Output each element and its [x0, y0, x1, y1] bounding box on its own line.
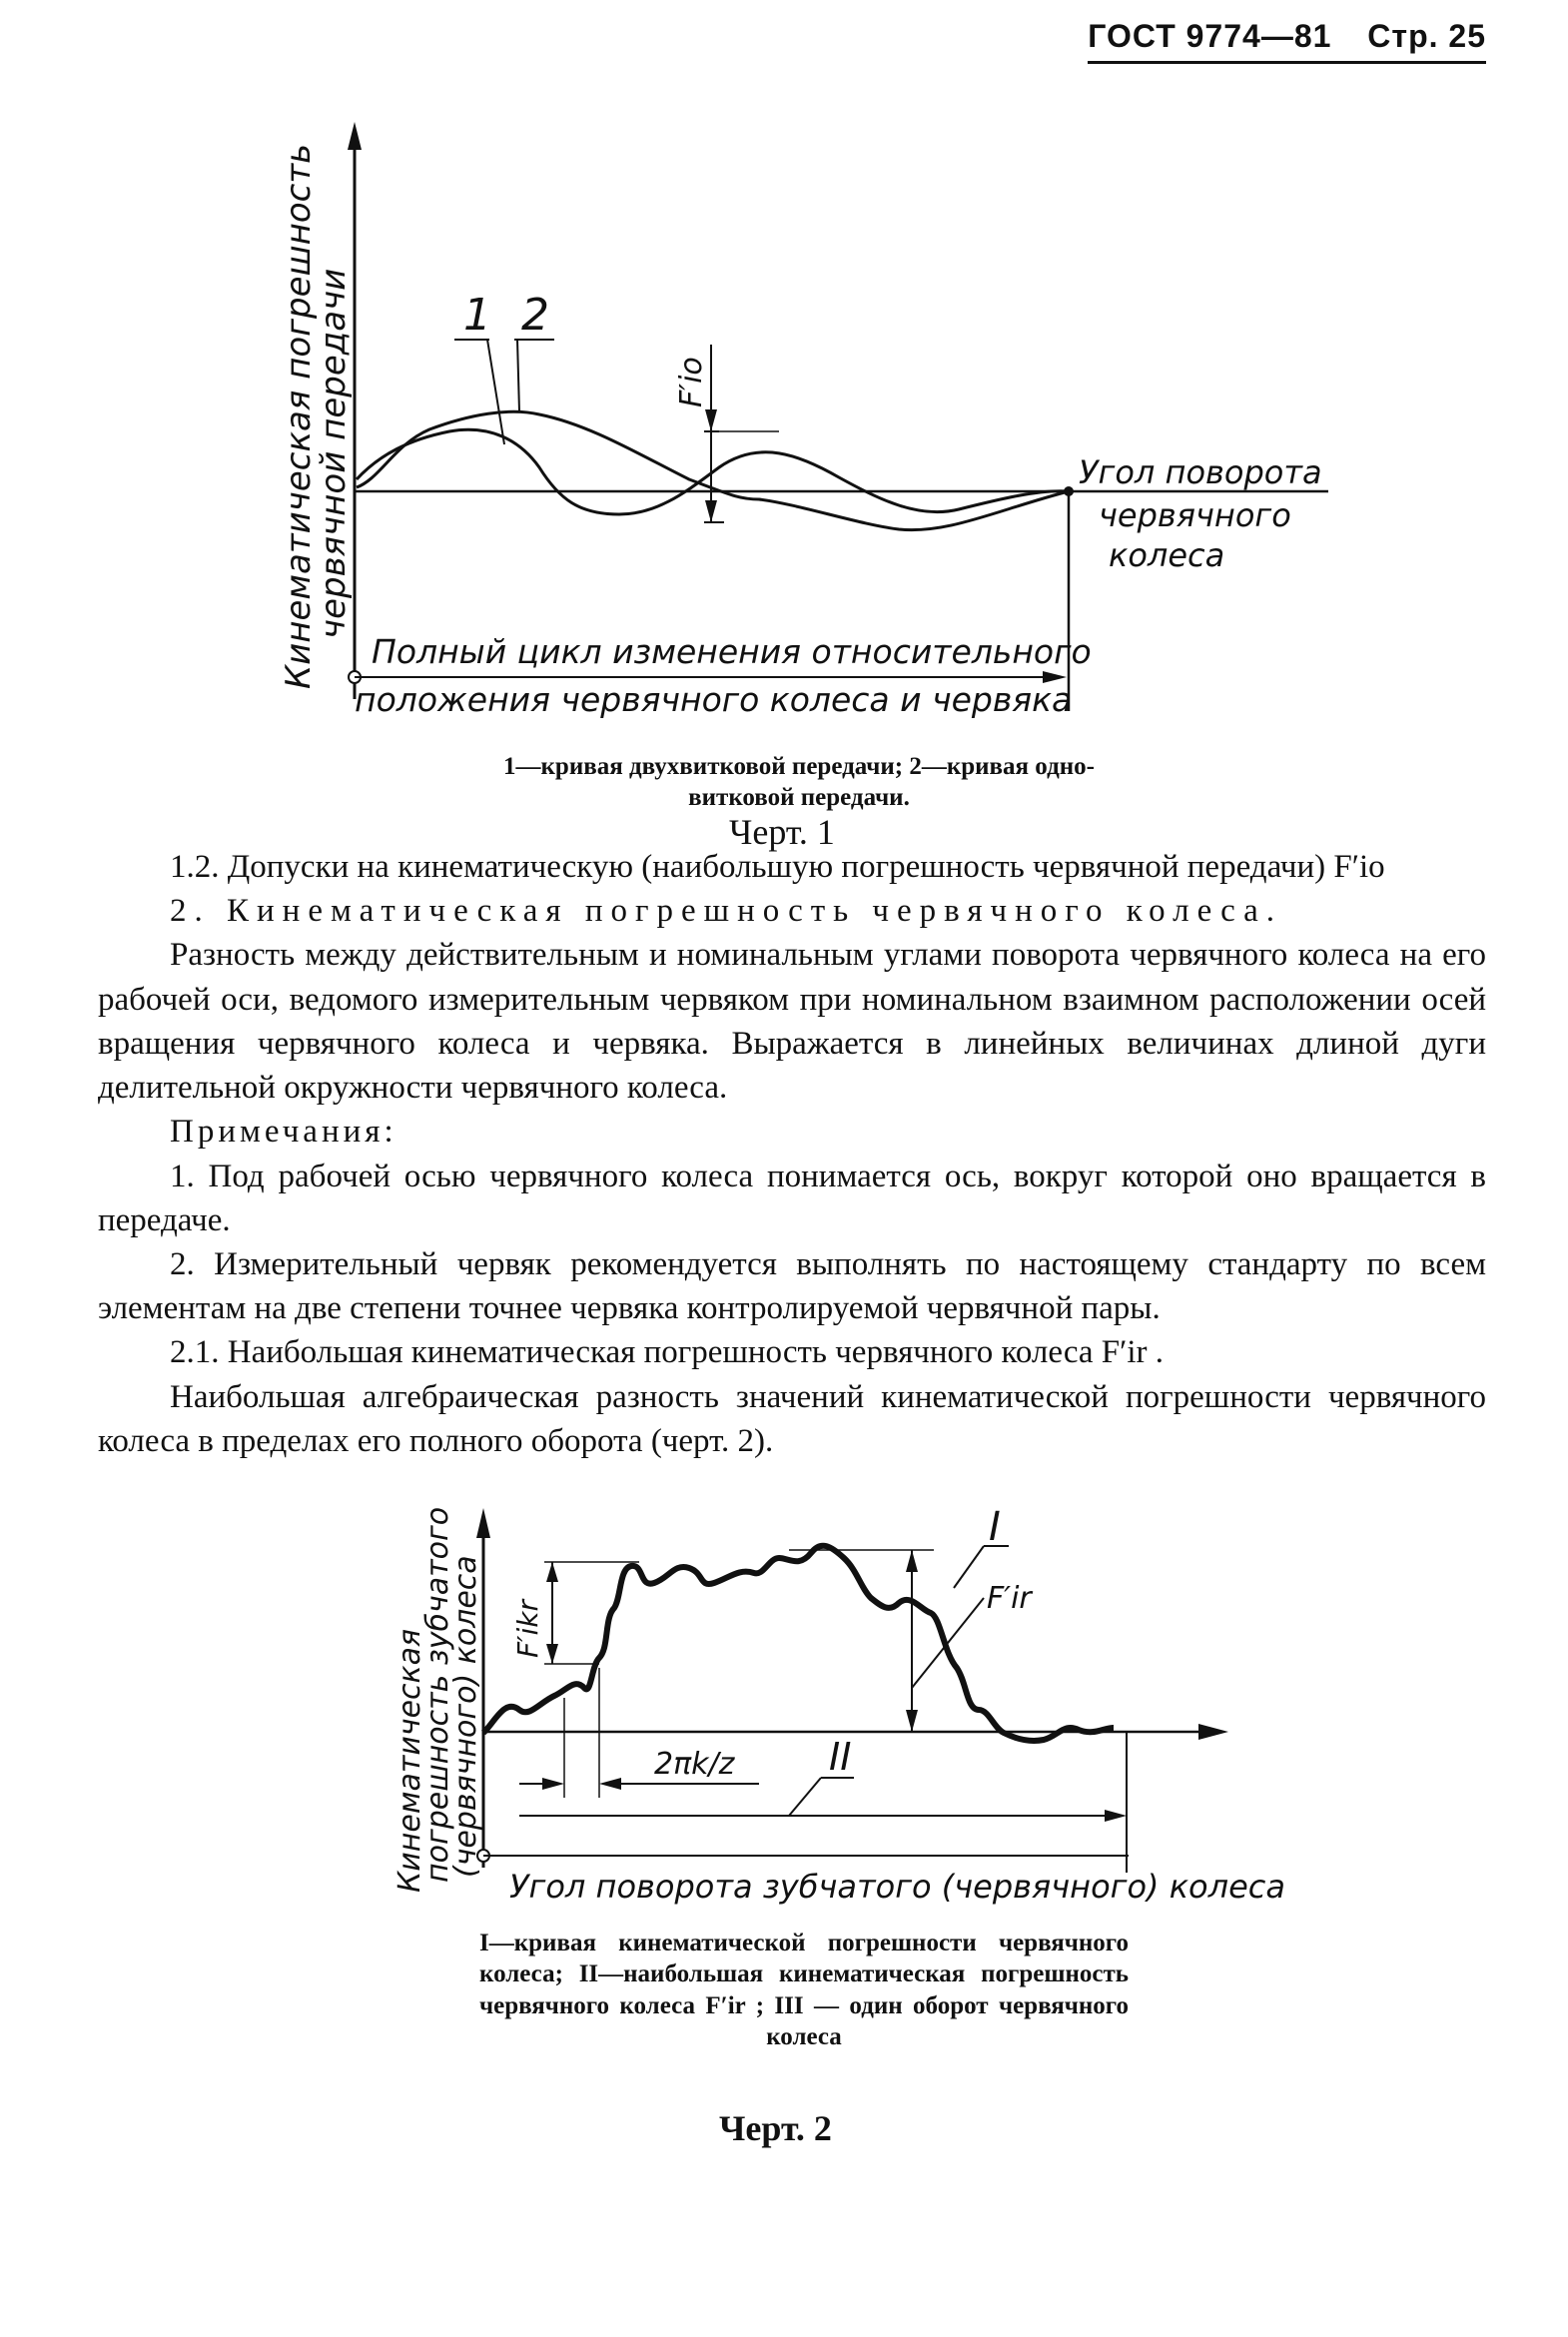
- fig2-x-arrow: [1198, 1724, 1228, 1740]
- fig1-error-label: F′io: [674, 357, 709, 407]
- fig1-caption-line2: витковой передачи.: [688, 784, 910, 812]
- standard-number: ГОСТ 9774—81: [1088, 18, 1332, 54]
- fig1-dim-arrow-top: [705, 409, 717, 431]
- fig2-fir-arrow-top: [906, 1550, 918, 1572]
- fig2-fikr-arrow-top: [546, 1562, 558, 1582]
- fig1-x-label-1: Угол поворота: [1079, 453, 1322, 491]
- fig2-pitch-arrow-left: [542, 1778, 564, 1790]
- para-2-heading: 2. Кинематическая погрешность червячного колеса.: [170, 893, 1283, 930]
- fig1-curve-label-2: 2: [521, 290, 549, 341]
- fig1-y-label-1: Кинематическая погрешность: [279, 143, 319, 689]
- fig1-x-label-3: колеса: [1109, 536, 1225, 574]
- fig1-leader-1: [487, 340, 504, 444]
- fig2-label-I: I: [989, 1504, 1001, 1550]
- para-2-1-definition: Наибольшая алгебраическая разность значений кинематической погрешности червячного колеса в пределах его полного оборота (черт. 2).: [98, 1378, 1486, 1459]
- fig1-leader-2: [517, 340, 519, 411]
- fig2-fir-arrow-bottom: [906, 1710, 918, 1732]
- fig2-label-pitch: 2πk/z: [654, 1747, 735, 1782]
- fig1-x-label-2: червячного: [1099, 496, 1291, 534]
- page-number: Стр. 25: [1367, 18, 1486, 54]
- para-2-1: 2.1. Наибольшая кинематическая погрешность червячного колеса F′ir .: [170, 1334, 1165, 1371]
- fig1-caption: [370, 751, 1228, 814]
- note-1: 1. Под рабочей осью червячного колеса понимается ось, вокруг которой оно вращается в передаче.: [98, 1158, 1486, 1238]
- fig1-cycle-label-1: Полный цикл изменения относительного: [372, 632, 1092, 671]
- para-1-2: 1.2. Допуски на кинематическую (наибольшую погрешность червячной передачи) F′io: [170, 849, 1385, 885]
- para-2-definition: Разность между действительным и номинальным углами поворота червячного колеса на его рабочей оси, ведомого измерительным червяком при номинальном взаимном расположении осей вращения червячного колеса и червяка. Выражается в линейных величинах длиной дуги делительной окружности червячного колеса.: [98, 937, 1486, 1107]
- fig2-y-label-3: (червячного) колеса: [448, 1555, 483, 1878]
- fig2-label-I-leader: [954, 1546, 984, 1588]
- note-2: 2. Измерительный червяк рекомендуется выполнять по настоящему стандарту по всем элементам на две степени точнее червяка контролируемой червячной пары.: [98, 1245, 1486, 1327]
- fig1-curve-label-1: 1: [463, 290, 491, 341]
- fig2-rev-arrow: [1105, 1810, 1127, 1822]
- fig1-cycle-label-2: положения червячного колеса и червяка: [355, 680, 1073, 719]
- text-block-1: [98, 845, 1486, 1463]
- fig2-pitch-arrow-right: [599, 1778, 621, 1790]
- fig2-label-fikr: F′ikr: [511, 1600, 544, 1658]
- fig1-caption-line1: 1—кривая двухвитковой передачи; 2—кривая одно-: [503, 753, 1095, 780]
- fig2-title: Черт. 2: [719, 2108, 832, 2148]
- fig2-y-arrow: [476, 1508, 490, 1538]
- fig2-fikr-arrow-bottom: [546, 1644, 558, 1664]
- figure-1: [0, 0, 1568, 759]
- fig2-y-label-1: Кинематическая: [392, 1628, 427, 1893]
- fig2-label-II: II: [829, 1735, 852, 1779]
- fig1-dim-arrow-bottom: [705, 500, 717, 522]
- fig1-y-label-2: червячной передачи: [314, 268, 354, 639]
- fig2-curve-I: [483, 1546, 1114, 1741]
- fig1-title: Черт. 1: [729, 812, 835, 852]
- fig2-label-fir: F′ir: [987, 1581, 1032, 1616]
- fig2-y-label-2: погрешность зубчатого: [420, 1506, 455, 1883]
- fig2-caption: I—кривая кинематической погрешности червячного колеса; II—наибольшая кинематическая погрешность червячного колеса F′ir ; III — один оборот червячного колеса: [479, 1930, 1129, 2050]
- fig2-x-label: Угол поворота зубчатого (червячного) колеса: [509, 1868, 1285, 1906]
- notes-heading: Примечания:: [170, 1114, 397, 1151]
- fig1-y-arrow: [348, 122, 362, 150]
- figure-2: [0, 1478, 1568, 1928]
- fig2-label-II-leader: [789, 1778, 821, 1816]
